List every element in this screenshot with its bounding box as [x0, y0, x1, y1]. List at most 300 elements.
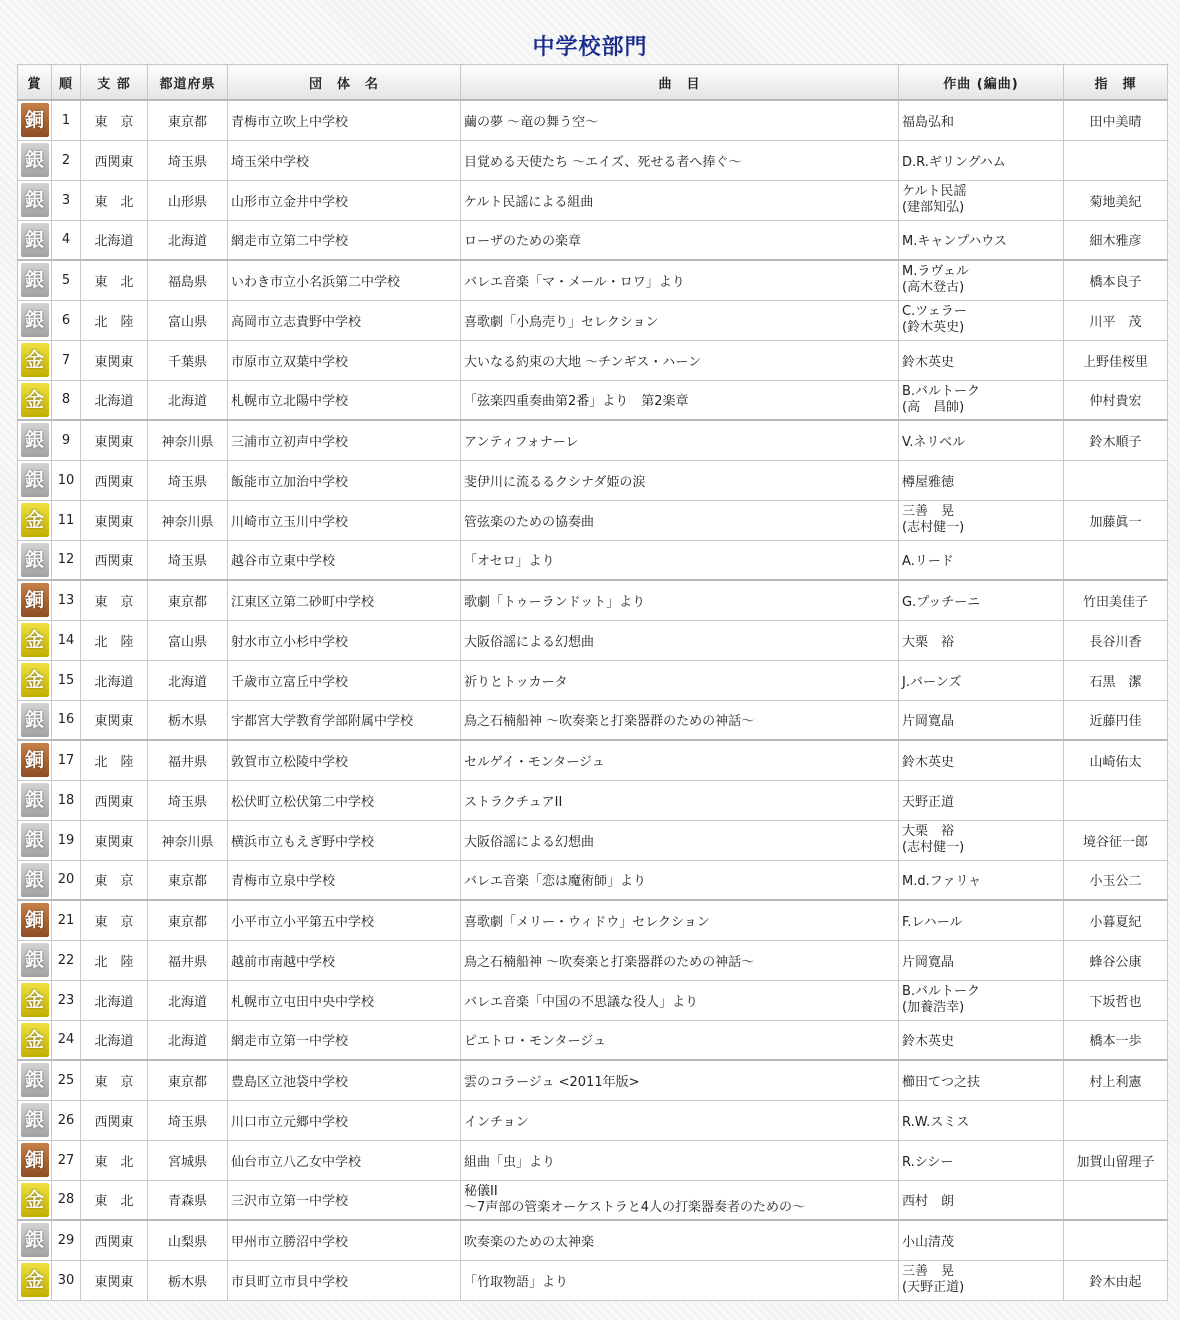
branch-cell: 東 北: [81, 180, 148, 220]
branch-cell: 北 陸: [81, 620, 148, 660]
composer-name: ケルト民謡: [902, 184, 967, 199]
award-cell: [18, 740, 52, 780]
group-cell: 小平市立小平第五中学校: [228, 900, 461, 940]
award-badge: 銀: [21, 1223, 49, 1257]
composer-cell: [899, 980, 1064, 1020]
branch-cell: 東関東: [81, 820, 148, 860]
branch-cell: 西関東: [81, 540, 148, 580]
group-cell: いわき市立小名浜第二中学校: [228, 260, 461, 300]
order-cell: 29: [52, 1220, 81, 1260]
piece-subtitle: ～7声部の管楽オーケストラと4人の打楽器奏者のための～: [464, 1199, 806, 1215]
branch-cell: 東 京: [81, 100, 148, 140]
prefecture-cell: 神奈川県: [148, 500, 228, 540]
group-cell: 札幌市立屯田中央中学校: [228, 980, 461, 1020]
table-row: [18, 820, 1168, 860]
composer-cell: 鈴木英史: [899, 1020, 1064, 1060]
award-badge: 銅: [21, 903, 49, 937]
table-row: [18, 460, 1168, 500]
branch-cell: 北海道: [81, 980, 148, 1020]
composer-cell: J.バーンズ: [899, 660, 1064, 700]
piece-cell: バレエ音楽「恋は魔術師」より: [461, 860, 899, 900]
piece-cell: インチョン: [461, 1100, 899, 1140]
prefecture-cell: 福井県: [148, 740, 228, 780]
branch-cell: 東 京: [81, 860, 148, 900]
composer-cell: [899, 380, 1064, 420]
order-cell: 9: [52, 420, 81, 460]
table-row: [18, 260, 1168, 300]
composer-cell: 樽屋雅徳: [899, 460, 1064, 500]
table-row: [18, 620, 1168, 660]
composer-name: C.ツェラー: [902, 304, 967, 319]
prefecture-cell: 千葉県: [148, 340, 228, 380]
conductor-cell: 田中美晴: [1064, 100, 1168, 140]
conductor-cell: 鈴木由起: [1064, 1260, 1168, 1300]
header-award: 賞: [18, 65, 52, 101]
composer-cell: F.レハール: [899, 900, 1064, 940]
group-cell: 網走市立第一中学校: [228, 1020, 461, 1060]
conductor-cell: 近藤円佳: [1064, 700, 1168, 740]
order-cell: 16: [52, 700, 81, 740]
prefecture-cell: 福島県: [148, 260, 228, 300]
prefecture-cell: 宮城県: [148, 1140, 228, 1180]
table-row: [18, 1020, 1168, 1060]
award-badge: 銀: [21, 1103, 49, 1137]
arranger-name: (加養浩幸): [902, 1000, 965, 1015]
prefecture-cell: 東京都: [148, 100, 228, 140]
composer-cell: [899, 1260, 1064, 1300]
conductor-cell: 加賀山留理子: [1064, 1140, 1168, 1180]
branch-cell: 東関東: [81, 340, 148, 380]
order-cell: 18: [52, 780, 81, 820]
branch-cell: 北 陸: [81, 300, 148, 340]
award-cell: [18, 1220, 52, 1260]
composer-cell: 大栗 裕: [899, 620, 1064, 660]
table-row: [18, 180, 1168, 220]
table-row: [18, 100, 1168, 140]
composer-cell: V.ネリベル: [899, 420, 1064, 460]
award-badge: 銀: [21, 423, 49, 457]
piece-cell: 大阪俗謡による幻想曲: [461, 820, 899, 860]
composer-name: B.バルトーク: [902, 984, 981, 999]
branch-cell: 北海道: [81, 380, 148, 420]
order-cell: 23: [52, 980, 81, 1020]
piece-cell: 吹奏楽のための太神楽: [461, 1220, 899, 1260]
arranger-name: (天野正道): [902, 1280, 965, 1295]
branch-cell: 西関東: [81, 140, 148, 180]
award-cell: [18, 1180, 52, 1220]
award-cell: [18, 780, 52, 820]
order-cell: 25: [52, 1060, 81, 1100]
award-cell: [18, 460, 52, 500]
table-row: [18, 140, 1168, 180]
group-cell: 青梅市立吹上中学校: [228, 100, 461, 140]
composer-cell: 福島弘和: [899, 100, 1064, 140]
award-badge: 銀: [21, 863, 49, 897]
branch-cell: 東関東: [81, 500, 148, 540]
group-cell: 敦賀市立松陵中学校: [228, 740, 461, 780]
header-group: 団 体 名: [228, 65, 461, 101]
prefecture-cell: 神奈川県: [148, 420, 228, 460]
conductor-cell: 山崎佑太: [1064, 740, 1168, 780]
composer-cell: R.W.スミス: [899, 1100, 1064, 1140]
award-badge: 金: [21, 1263, 49, 1297]
award-cell: [18, 860, 52, 900]
prefecture-cell: 東京都: [148, 900, 228, 940]
award-badge: 金: [21, 503, 49, 537]
conductor-cell: [1064, 1180, 1168, 1220]
piece-cell: 喜歌劇「メリー・ウィドウ」セレクション: [461, 900, 899, 940]
order-cell: 28: [52, 1180, 81, 1220]
award-badge: 銀: [21, 783, 49, 817]
prefecture-cell: 東京都: [148, 1060, 228, 1100]
table-row: [18, 540, 1168, 580]
prefecture-cell: 北海道: [148, 380, 228, 420]
award-cell: [18, 980, 52, 1020]
table-row: [18, 1140, 1168, 1180]
piece-cell: ストラクチュアII: [461, 780, 899, 820]
header-row: [18, 65, 1168, 101]
group-cell: 松伏町立松伏第二中学校: [228, 780, 461, 820]
branch-cell: 東関東: [81, 700, 148, 740]
branch-cell: 西関東: [81, 1220, 148, 1260]
table-row: [18, 980, 1168, 1020]
conductor-cell: [1064, 1100, 1168, 1140]
composer-cell: R.シシー: [899, 1140, 1064, 1180]
award-cell: [18, 420, 52, 460]
table-row: [18, 1060, 1168, 1100]
prefecture-cell: 埼玉県: [148, 1100, 228, 1140]
piece-cell: セルゲイ・モンタージュ: [461, 740, 899, 780]
award-cell: [18, 1260, 52, 1300]
piece-cell: 祈りとトッカータ: [461, 660, 899, 700]
order-cell: 24: [52, 1020, 81, 1060]
order-cell: 14: [52, 620, 81, 660]
conductor-cell: 加藤眞一: [1064, 500, 1168, 540]
conductor-cell: 竹田美佳子: [1064, 580, 1168, 620]
group-cell: 川口市立元郷中学校: [228, 1100, 461, 1140]
conductor-cell: 橋本良子: [1064, 260, 1168, 300]
award-badge: 金: [21, 663, 49, 697]
table-row: [18, 220, 1168, 260]
group-cell: 越谷市立東中学校: [228, 540, 461, 580]
conductor-cell: 橋本一歩: [1064, 1020, 1168, 1060]
prefecture-cell: 栃木県: [148, 1260, 228, 1300]
piece-cell: ローザのための楽章: [461, 220, 899, 260]
branch-cell: 東 京: [81, 900, 148, 940]
branch-cell: 北海道: [81, 1020, 148, 1060]
prefecture-cell: 埼玉県: [148, 780, 228, 820]
branch-cell: 西関東: [81, 1100, 148, 1140]
group-cell: 千歳市立富丘中学校: [228, 660, 461, 700]
arranger-name: (高 昌帥): [902, 399, 965, 415]
award-cell: [18, 900, 52, 940]
table-row: [18, 580, 1168, 620]
group-cell: 三沢市立第一中学校: [228, 1180, 461, 1220]
composer-cell: M.d.ファリャ: [899, 860, 1064, 900]
piece-cell: 鳥之石楠船神 ～吹奏楽と打楽器群のための神話～: [461, 700, 899, 740]
order-cell: 12: [52, 540, 81, 580]
composer-cell: [899, 300, 1064, 340]
table-row: [18, 1180, 1168, 1220]
order-cell: 20: [52, 860, 81, 900]
page-title: 中学校部門: [532, 35, 648, 60]
group-cell: 甲州市立勝沼中学校: [228, 1220, 461, 1260]
conductor-cell: 小暮夏紀: [1064, 900, 1168, 940]
branch-cell: 北海道: [81, 220, 148, 260]
table-row: [18, 1220, 1168, 1260]
composer-cell: 櫛田てつ之扶: [899, 1060, 1064, 1100]
composer-cell: D.R.ギリングハム: [899, 140, 1064, 180]
conductor-cell: 鈴木順子: [1064, 420, 1168, 460]
table-row: [18, 500, 1168, 540]
conductor-cell: 蜂谷公康: [1064, 940, 1168, 980]
piece-cell: 「弦楽四重奏曲第2番」より 第2楽章: [461, 380, 899, 420]
group-cell: 青梅市立泉中学校: [228, 860, 461, 900]
prefecture-cell: 北海道: [148, 660, 228, 700]
award-cell: [18, 300, 52, 340]
award-badge: 銀: [21, 943, 49, 977]
order-cell: 7: [52, 340, 81, 380]
award-badge: 金: [21, 1023, 49, 1057]
prefecture-cell: 北海道: [148, 980, 228, 1020]
prefecture-cell: 東京都: [148, 860, 228, 900]
conductor-cell: 川平 茂: [1064, 300, 1168, 340]
branch-cell: 西関東: [81, 460, 148, 500]
award-cell: [18, 500, 52, 540]
table-row: [18, 300, 1168, 340]
award-cell: [18, 1060, 52, 1100]
order-cell: 21: [52, 900, 81, 940]
composer-name: 三善 晃: [902, 1264, 955, 1279]
order-cell: 22: [52, 940, 81, 980]
award-cell: [18, 1020, 52, 1060]
piece-cell: 大いなる約束の大地 ～チンギス・ハーン: [461, 340, 899, 380]
composer-cell: 鈴木英史: [899, 340, 1064, 380]
table-row: [18, 420, 1168, 460]
piece-cell: バレエ音楽「中国の不思議な役人」より: [461, 980, 899, 1020]
composer-cell: 片岡寛晶: [899, 700, 1064, 740]
award-badge: 金: [21, 383, 49, 417]
award-cell: [18, 260, 52, 300]
prefecture-cell: 埼玉県: [148, 540, 228, 580]
composer-cell: G.プッチーニ: [899, 580, 1064, 620]
award-cell: [18, 1100, 52, 1140]
piece-cell: [461, 1180, 899, 1220]
composer-cell: 西村 朗: [899, 1180, 1064, 1220]
composer-cell: [899, 260, 1064, 300]
piece-cell: 喜歌劇「小鳥売り」セレクション: [461, 300, 899, 340]
piece-cell: 目覚める天使たち ～エイズ、死せる者へ捧ぐ～: [461, 140, 899, 180]
award-badge: 銀: [21, 823, 49, 857]
prefecture-cell: 富山県: [148, 620, 228, 660]
composer-cell: 鈴木英史: [899, 740, 1064, 780]
branch-cell: 東 京: [81, 580, 148, 620]
award-badge: 銅: [21, 583, 49, 617]
branch-cell: 東 京: [81, 1060, 148, 1100]
award-cell: [18, 940, 52, 980]
order-cell: 13: [52, 580, 81, 620]
award-badge: 銅: [21, 103, 49, 137]
conductor-cell: 下坂哲也: [1064, 980, 1168, 1020]
group-cell: 三浦市立初声中学校: [228, 420, 461, 460]
order-cell: 11: [52, 500, 81, 540]
piece-cell: ピエトロ・モンタージュ: [461, 1020, 899, 1060]
prefecture-cell: 埼玉県: [148, 140, 228, 180]
award-cell: [18, 380, 52, 420]
piece-cell: 雲のコラージュ <2011年版>: [461, 1060, 899, 1100]
piece-cell: 鳥之石楠船神 ～吹奏楽と打楽器群のための神話～: [461, 940, 899, 980]
prefecture-cell: 富山県: [148, 300, 228, 340]
group-cell: 川崎市立玉川中学校: [228, 500, 461, 540]
composer-cell: A.リード: [899, 540, 1064, 580]
header-order: 順: [52, 65, 81, 101]
branch-cell: 北海道: [81, 660, 148, 700]
conductor-cell: 仲村貴宏: [1064, 380, 1168, 420]
composer-cell: 小山清茂: [899, 1220, 1064, 1260]
prefecture-cell: 山梨県: [148, 1220, 228, 1260]
award-cell: [18, 700, 52, 740]
order-cell: 30: [52, 1260, 81, 1300]
conductor-cell: 小玉公二: [1064, 860, 1168, 900]
table-row: [18, 780, 1168, 820]
award-badge: 銀: [21, 1063, 49, 1097]
branch-cell: 東 北: [81, 260, 148, 300]
piece-cell: 「オセロ」より: [461, 540, 899, 580]
table-row: [18, 660, 1168, 700]
composer-name: M.ラヴェル: [902, 264, 969, 280]
branch-cell: 東関東: [81, 1260, 148, 1300]
composer-cell: M.キャンプハウス: [899, 220, 1064, 260]
order-cell: 8: [52, 380, 81, 420]
piece-cell: アンティフォナーレ: [461, 420, 899, 460]
composer-name: 大栗 裕: [902, 824, 955, 839]
piece-title: 秘儀II: [464, 1183, 498, 1199]
award-badge: 銀: [21, 303, 49, 337]
award-cell: [18, 180, 52, 220]
award-badge: 銀: [21, 543, 49, 577]
award-cell: [18, 140, 52, 180]
table-row: [18, 700, 1168, 740]
table-row: [18, 380, 1168, 420]
table-row: [18, 340, 1168, 380]
prefecture-cell: 神奈川県: [148, 820, 228, 860]
order-cell: 27: [52, 1140, 81, 1180]
piece-cell: 管弦楽のための協奏曲: [461, 500, 899, 540]
table-row: [18, 740, 1168, 780]
composer-name: B.バルトーク: [902, 383, 981, 399]
prefecture-cell: 埼玉県: [148, 460, 228, 500]
order-cell: 6: [52, 300, 81, 340]
award-badge: 金: [21, 983, 49, 1017]
order-cell: 5: [52, 260, 81, 300]
award-badge: 銀: [21, 223, 49, 257]
branch-cell: 東 北: [81, 1180, 148, 1220]
composer-cell: [899, 180, 1064, 220]
conductor-cell: 石黒 潔: [1064, 660, 1168, 700]
group-cell: 網走市立第二中学校: [228, 220, 461, 260]
order-cell: 4: [52, 220, 81, 260]
group-cell: 市原市立双葉中学校: [228, 340, 461, 380]
branch-cell: 東 北: [81, 1140, 148, 1180]
arranger-name: (志村健一): [902, 840, 965, 855]
group-cell: 豊島区立池袋中学校: [228, 1060, 461, 1100]
piece-cell: 歌劇「トゥーランドット」より: [461, 580, 899, 620]
order-cell: 3: [52, 180, 81, 220]
prefecture-cell: 栃木県: [148, 700, 228, 740]
conductor-cell: 村上利憲: [1064, 1060, 1168, 1100]
award-badge: 銀: [21, 703, 49, 737]
order-cell: 10: [52, 460, 81, 500]
award-badge: 銀: [21, 463, 49, 497]
branch-cell: 東関東: [81, 420, 148, 460]
award-badge: 銀: [21, 263, 49, 297]
award-badge: 銀: [21, 143, 49, 177]
award-cell: [18, 1140, 52, 1180]
arranger-name: (志村健一): [902, 520, 965, 535]
composer-cell: [899, 820, 1064, 860]
results-table: [17, 64, 1168, 1301]
order-cell: 19: [52, 820, 81, 860]
award-badge: 銀: [21, 183, 49, 217]
branch-cell: 西関東: [81, 780, 148, 820]
table-row: [18, 860, 1168, 900]
arranger-name: (鈴木英史): [902, 320, 965, 335]
piece-cell: 「竹取物語」より: [461, 1260, 899, 1300]
prefecture-cell: 青森県: [148, 1180, 228, 1220]
header-piece: 曲 目: [461, 65, 899, 101]
table-row: [18, 900, 1168, 940]
conductor-cell: 長谷川香: [1064, 620, 1168, 660]
table-row: [18, 1260, 1168, 1300]
award-cell: [18, 580, 52, 620]
group-cell: 横浜市立もえぎ野中学校: [228, 820, 461, 860]
header-conductor: 指 揮: [1064, 65, 1168, 101]
conductor-cell: [1064, 460, 1168, 500]
composer-cell: [899, 500, 1064, 540]
award-cell: [18, 660, 52, 700]
composer-cell: 片岡寛晶: [899, 940, 1064, 980]
award-cell: [18, 820, 52, 860]
prefecture-cell: 東京都: [148, 580, 228, 620]
branch-cell: 北 陸: [81, 740, 148, 780]
prefecture-cell: 北海道: [148, 1020, 228, 1060]
composer-cell: 天野正道: [899, 780, 1064, 820]
piece-cell: 大阪俗謡による幻想曲: [461, 620, 899, 660]
award-cell: [18, 100, 52, 140]
group-cell: 山形市立金井中学校: [228, 180, 461, 220]
order-cell: 1: [52, 100, 81, 140]
prefecture-cell: 北海道: [148, 220, 228, 260]
composer-name: 三善 晃: [902, 504, 955, 519]
group-cell: 飯能市立加治中学校: [228, 460, 461, 500]
group-cell: 札幌市立北陽中学校: [228, 380, 461, 420]
arranger-name: (高木登古): [902, 280, 965, 296]
prefecture-cell: 山形県: [148, 180, 228, 220]
conductor-cell: 細木雅彦: [1064, 220, 1168, 260]
conductor-cell: [1064, 540, 1168, 580]
group-cell: 市貝町立市貝中学校: [228, 1260, 461, 1300]
group-cell: 高岡市立志貴野中学校: [228, 300, 461, 340]
table-row: [18, 940, 1168, 980]
piece-cell: バレエ音楽「マ・メール・ロワ」より: [461, 260, 899, 300]
award-cell: [18, 620, 52, 660]
branch-cell: 北 陸: [81, 940, 148, 980]
piece-cell: 斐伊川に流るるクシナダ姫の涙: [461, 460, 899, 500]
award-badge: 銅: [21, 743, 49, 777]
arranger-name: (建部知弘): [902, 200, 965, 215]
award-badge: 金: [21, 623, 49, 657]
prefecture-cell: 福井県: [148, 940, 228, 980]
